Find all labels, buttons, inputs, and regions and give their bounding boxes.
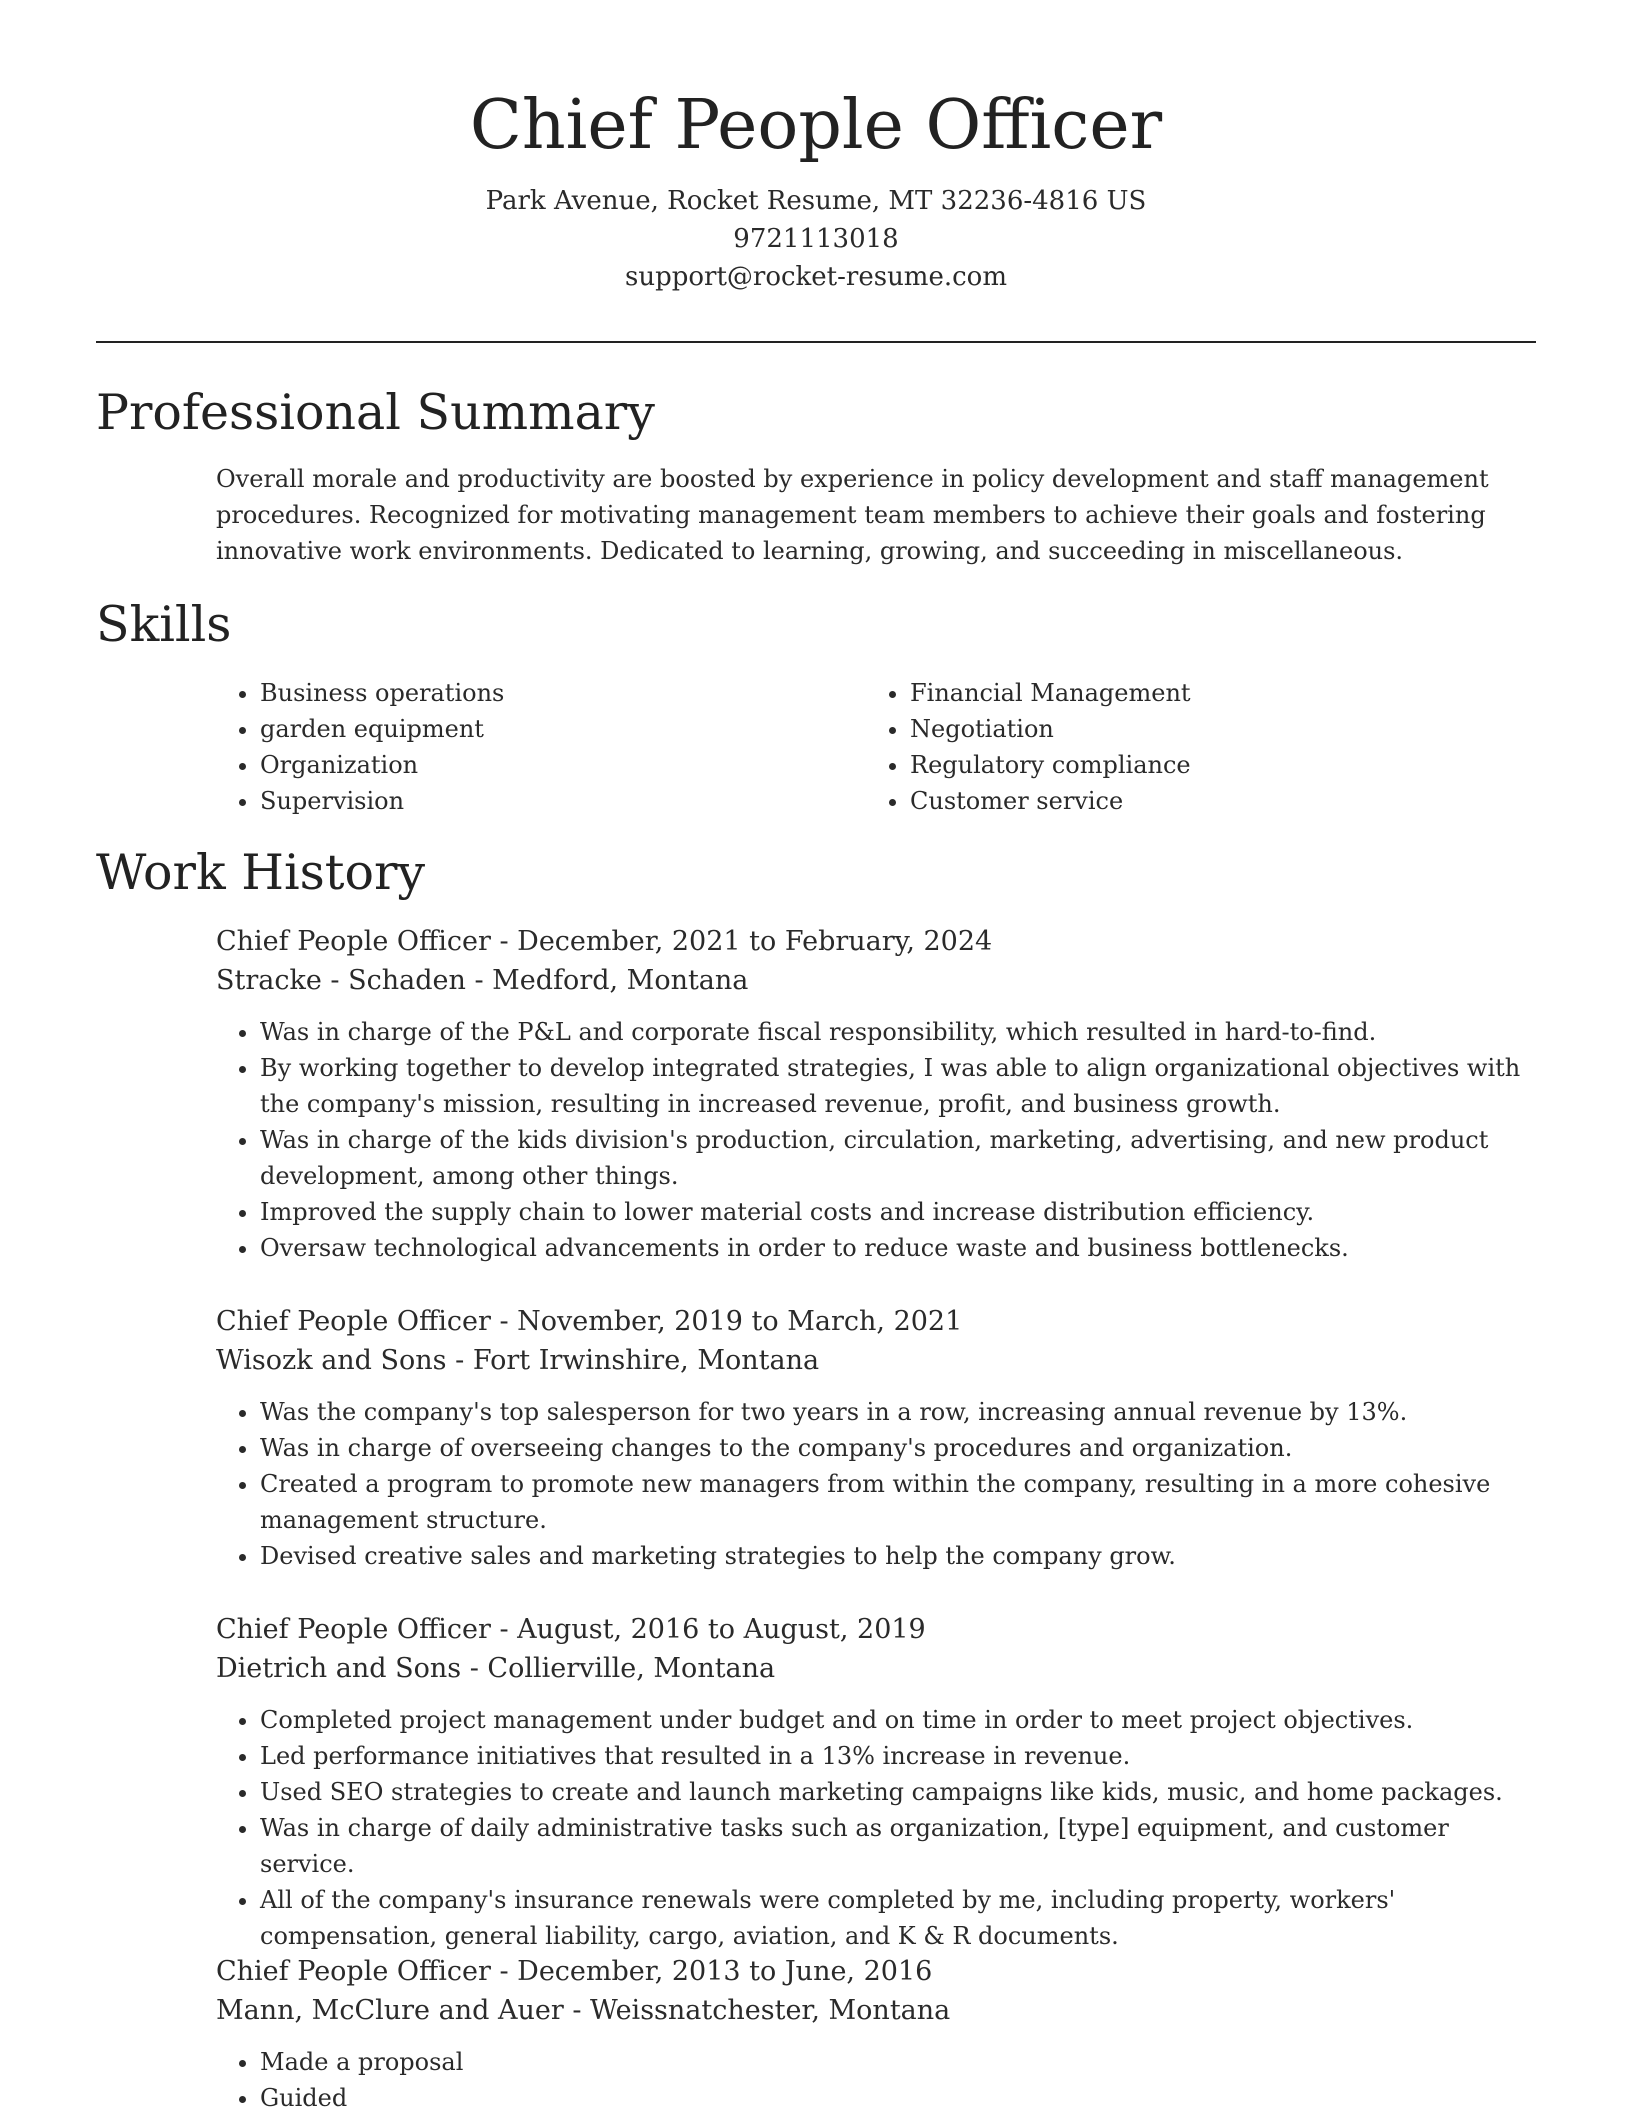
address: Park Avenue, Rocket Resume, MT 32236-4816 US (485, 186, 1147, 216)
separator: - (446, 1345, 473, 1376)
job-bullet: • Improved the supply chain to lower material costs and increase distribution efficiency. (260, 1194, 1536, 1230)
skill-item: • Business operations (260, 675, 816, 711)
job-bullet: • Made a proposal (260, 2044, 1536, 2080)
job-title: Chief People Officer (216, 926, 491, 957)
job-title-line (216, 1302, 1536, 1341)
job-company-line (216, 1991, 1536, 2030)
job-dates: December, 2021 to February, 2024 (517, 926, 993, 957)
company-name: Dietrich and Sons (216, 1653, 462, 1684)
job-company-line (216, 1649, 1536, 1688)
summary-text: Overall morale and productivity are boosted by experience in policy development and staff management procedures. Recognized for motivating management team members to achieve their goals and fostering innovative work environments. Dedicated to learning, growing, and succeeding in miscellaneous. (216, 465, 1489, 565)
job-bullet: • By working together to develop integrated strategies, I was able to align organizational objectives with the company's mission, resulting in increased revenue, profit, and business growth. (260, 1050, 1536, 1122)
job-bullet: • Used SEO strategies to create and launch marketing campaigns like kids, music, and home packages. (260, 1774, 1536, 1810)
email-address: support@rocket-resume.com (624, 262, 1007, 292)
job-company-line (216, 961, 1536, 1000)
job-location: Collierville, Montana (487, 1653, 776, 1684)
job-entry (216, 922, 1536, 1266)
company-name: Wisozk and Sons (216, 1345, 447, 1376)
job-bullet: • Was in charge of the kids division's production, circulation, marketing, advertising, and new product development, among other things. (260, 1122, 1536, 1194)
skill-item: • Supervision (260, 783, 816, 819)
job-entry (216, 1610, 1536, 1954)
job-title-line (216, 1610, 1536, 1649)
job-dates: November, 2019 to March, 2021 (517, 1306, 963, 1337)
job-dates: December, 2013 to June, 2016 (517, 1956, 933, 1987)
job-title: Chief People Officer (216, 1306, 491, 1337)
job-bullet: • Created a program to promote new managers from within the company, resulting in a more cohesive management structure. (260, 1466, 1536, 1538)
job-title: Chief People Officer (216, 1614, 491, 1645)
job-bullet: • Was in charge of daily administrative tasks such as organization, [type] equipment, and customer service. (260, 1810, 1536, 1882)
job-title: Chief People Officer (216, 1956, 491, 1987)
job-location: Weissnatchester, Montana (590, 1995, 951, 2026)
job-location: Medford, Montana (492, 965, 749, 996)
job-entry (216, 1302, 1536, 1574)
separator: - (465, 965, 493, 996)
job-bullet: • Was the company's top salesperson for two years in a row, increasing annual revenue by 13%. (260, 1394, 1536, 1430)
candidate-name: Chief People Officer (469, 86, 1163, 165)
job-bullets (216, 2044, 1536, 2112)
job-bullet: • All of the company's insurance renewals were completed by me, including property, workers' compensation, general liability, cargo, aviation, and K & R documents. (260, 1882, 1536, 1954)
job-bullet: • Oversaw technological advancements in order to reduce waste and business bottlenecks. (260, 1230, 1536, 1266)
phone-number: 9721113018 (733, 224, 899, 254)
job-title-line (216, 1952, 1536, 1991)
job-company-line (216, 1341, 1536, 1380)
skill-item: • garden equipment (260, 711, 816, 747)
company-name: Stracke - Schaden (216, 965, 466, 996)
job-bullet: • Was in charge of overseeing changes to the company's procedures and organization. (260, 1430, 1536, 1466)
separator: - (490, 1956, 518, 1987)
summary-heading: Professional Summary (96, 384, 655, 441)
job-bullets (216, 1394, 1536, 1574)
skill-item: • Organization (260, 747, 816, 783)
work-history-heading: Work History (96, 844, 426, 901)
job-title-line (216, 922, 1536, 961)
skill-item: • Customer service (910, 783, 1466, 819)
job-dates: August, 2016 to August, 2019 (517, 1614, 926, 1645)
skill-item: • Regulatory compliance (910, 747, 1466, 783)
separator: - (490, 926, 518, 957)
job-bullet: • Was in charge of the P&L and corporate fiscal responsibility, which resulted in hard-to-find. (260, 1014, 1536, 1050)
job-bullets (216, 1014, 1536, 1266)
job-bullet: • Completed project management under budget and on time in order to meet project objectives. (260, 1702, 1536, 1738)
skill-item: • Negotiation (910, 711, 1466, 747)
separator: - (563, 1995, 591, 2026)
job-bullet: • Led performance initiatives that resulted in a 13% increase in revenue. (260, 1738, 1536, 1774)
job-location: Fort Irwinshire, Montana (472, 1345, 820, 1376)
separator: - (490, 1306, 518, 1337)
skill-item: • Financial Management (910, 675, 1466, 711)
contact-info (0, 182, 1632, 296)
job-bullet: • Devised creative sales and marketing strategies to help the company grow. (260, 1538, 1536, 1574)
separator: - (490, 1614, 518, 1645)
company-name: Mann, McClure and Auer (216, 1995, 564, 2026)
job-entry (216, 1952, 1536, 2112)
resume-header (0, 0, 1632, 296)
job-bullet: • Guided (260, 2080, 1536, 2112)
separator: - (461, 1653, 488, 1684)
skills-heading: Skills (96, 596, 232, 653)
job-bullets (216, 1702, 1536, 1954)
skills-column-2 (866, 675, 1466, 819)
skills-list (216, 675, 1536, 819)
header-divider (96, 341, 1536, 343)
skills-column-1 (216, 675, 816, 819)
